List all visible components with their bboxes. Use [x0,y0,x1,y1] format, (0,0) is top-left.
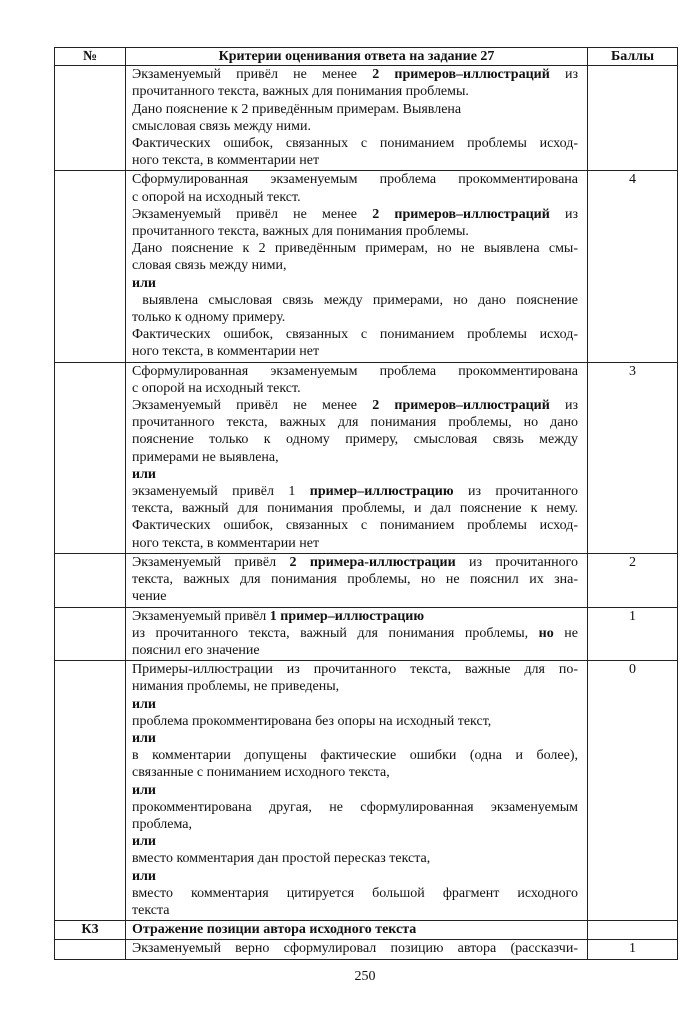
text-line [132,326,578,343]
text: Дано пояснение к 2 приведённым примерам, но не выявлена смы- [132,241,578,257]
score-value: 0 [588,661,678,921]
text: Экзаменуемый верно сформулировал позицию автора (рассказчи- [132,941,578,957]
text-line [132,799,578,816]
table-row [55,171,678,362]
text: из [549,206,578,222]
text-line [132,696,578,713]
text: вместо комментария цитируется большой фрагмент исходного [132,885,578,901]
text: пояснение только к одному примеру, смысловая связь между [132,432,578,448]
criterion-number [55,553,126,607]
text-line [132,678,578,695]
text-line [132,189,578,206]
criterion-description [126,362,588,553]
text-line [132,868,578,885]
table-row [55,607,678,661]
criterion-description [126,921,588,940]
text-line [132,747,578,764]
bold-text: 2 примеров–иллюстраций [372,67,550,83]
text-line [132,833,578,850]
text: Экзаменуемый привёл не менее [132,398,373,414]
bold-text: или [132,834,156,850]
bold-text: 2 примера-иллюстрации [289,554,456,570]
score-value: 1 [588,940,678,959]
header-score: Баллы [588,48,678,66]
text: Сформулированная экзаменуемым проблема прокомментирована [132,363,578,379]
text-line [132,414,578,431]
text: Сформулированная экзаменуемым проблема прокомментирована [132,172,578,188]
text-line [132,483,578,500]
criterion-description [126,66,588,171]
text: Экзаменуемый привёл [132,554,290,570]
text-line [132,730,578,747]
criterion-number [55,171,126,362]
bold-text: но [538,625,554,641]
text-line [132,449,578,466]
text-line [132,850,578,867]
header-criteria: Критерии оценивания ответа на задание 27 [126,48,588,66]
text-line [132,309,578,326]
text-line [132,608,578,625]
table-row [55,921,678,940]
bold-text: Отражение позиции автора исходного текста [132,922,417,938]
header-number: № [55,48,126,66]
text-line [132,535,578,552]
text-line [132,466,578,483]
text: из прочитанного текста, важный для понимания проблемы, [132,625,539,641]
bold-text: или [132,730,156,746]
text-line [132,782,578,799]
criterion-number [55,940,126,959]
text: ного текста, в комментарии нет [132,344,320,360]
text-line [132,885,578,902]
text-line [132,816,578,833]
text-line [132,171,578,188]
criterion-description [126,171,588,362]
criterion-description [126,553,588,607]
text: связанные с пониманием исходного текста, [132,765,390,781]
bold-text: или [132,696,156,712]
text: прокомментирована другая, не сформулированная экзаменуемым [132,799,578,815]
text-line [132,152,578,169]
text-line [132,921,578,938]
text: текста, важный для понимания проблемы, и дал пояснение к нему. [132,501,578,517]
text: Экзаменуемый привёл не менее [132,67,373,83]
score-value: 1 [588,607,678,661]
text-line [132,431,578,448]
text: чение [132,589,167,605]
text: текста [132,902,170,918]
bold-text: 1 пример–иллюстрацию [269,608,425,624]
text: прочитанного текста, важных для понимания проблемы. [132,224,469,240]
text: нимания проблемы, не приведены, [132,679,340,695]
criterion-number [55,66,126,171]
text-line [132,135,578,152]
text: Фактических ошибок, связанных с пониманием проблемы исход- [132,136,578,152]
text-line [132,588,578,605]
text-line [132,571,578,588]
criterion-number [55,661,126,921]
text: с опорой на исходный текст. [132,189,301,205]
table-row [55,362,678,553]
text: ного текста, в комментарии нет [132,535,320,551]
text: пояснил его значение [132,642,260,658]
score-value: 3 [588,362,678,553]
criteria-table [54,47,678,960]
text: только к одному примеру. [132,310,286,326]
text: текста, важных для понимания проблемы, но не пояснил их зна- [132,572,578,588]
text-line [132,118,578,135]
text: Экзаменуемый привёл [132,608,270,624]
text: из [549,67,578,83]
text-line [132,517,578,534]
text-line [132,363,578,380]
text-line [132,343,578,360]
text: Примеры-иллюстрации из прочитанного текста, важные для по- [132,662,578,678]
criterion-number [55,607,126,661]
table-row [55,940,678,959]
text-line [132,66,578,83]
text-line [132,642,578,659]
text-line [132,380,578,397]
text: из прочитанного [453,484,578,500]
bold-text: пример–иллюстрацию [309,484,454,500]
table-row [55,66,678,171]
bold-text: 2 примеров–иллюстраций [372,398,550,414]
text-line [132,713,578,730]
text-line [132,83,578,100]
text-line [132,397,578,414]
text: экзаменуемый привёл 1 [132,484,310,500]
text-line [132,661,578,678]
criterion-description [126,940,588,959]
score-value: 2 [588,553,678,607]
text: не [553,625,578,641]
text: ного текста, в комментарии нет [132,153,320,169]
table-row [55,553,678,607]
text-line [132,764,578,781]
text: прочитанного текста, важных для понимания проблемы. [132,84,469,100]
text-line [132,625,578,642]
table-header-row [55,48,678,66]
text: с опорой на исходный текст. [132,380,301,396]
text: Фактических ошибок, связанных с пониманием проблемы исход- [132,327,578,343]
text: в комментарии допущены фактические ошибки (одна и более), [132,748,578,764]
text-line [132,206,578,223]
bold-text: или [132,782,156,798]
criterion-description [126,607,588,661]
text: Экзаменуемый привёл не менее [132,206,373,222]
text-line [132,240,578,257]
text-line [132,940,578,957]
text: проблема, [132,816,192,832]
text-line [132,554,578,571]
text-line [132,223,578,240]
table-row [55,661,678,921]
score-value [588,921,678,940]
text: Фактических ошибок, связанных с пониманием проблемы исход- [132,518,578,534]
text: выявлена смысловая связь между примерами, но дано пояснение [132,292,578,308]
text-line [132,902,578,919]
text: прочитанного текста, важных для понимания проблемы, но дано [132,415,578,431]
text-line [132,292,578,309]
text-line [132,275,578,292]
bold-text: или [132,868,156,884]
text-line [132,101,578,118]
criterion-description [126,661,588,921]
text: словая связь между ними, [132,258,287,274]
criterion-number: К3 [55,921,126,940]
text: примерами не выявлена, [132,449,279,465]
text: проблема прокомментирована без опоры на исходный текст, [132,713,492,729]
bold-text: или [132,466,156,482]
text: вместо комментария дан простой пересказ текста, [132,851,431,867]
text: из прочитанного [455,554,578,570]
text-line [132,257,578,274]
score-value [588,66,678,171]
text: из [549,398,578,414]
score-value: 4 [588,171,678,362]
text: смысловая связь между ними. [132,118,311,134]
bold-text: 2 примеров–иллюстраций [372,206,550,222]
bold-text: или [132,275,156,291]
criterion-number [55,362,126,553]
text: Дано пояснение к 2 приведённым примерам. Выявлена [132,101,462,117]
page-number: 250 [354,969,376,984]
text-line [132,500,578,517]
